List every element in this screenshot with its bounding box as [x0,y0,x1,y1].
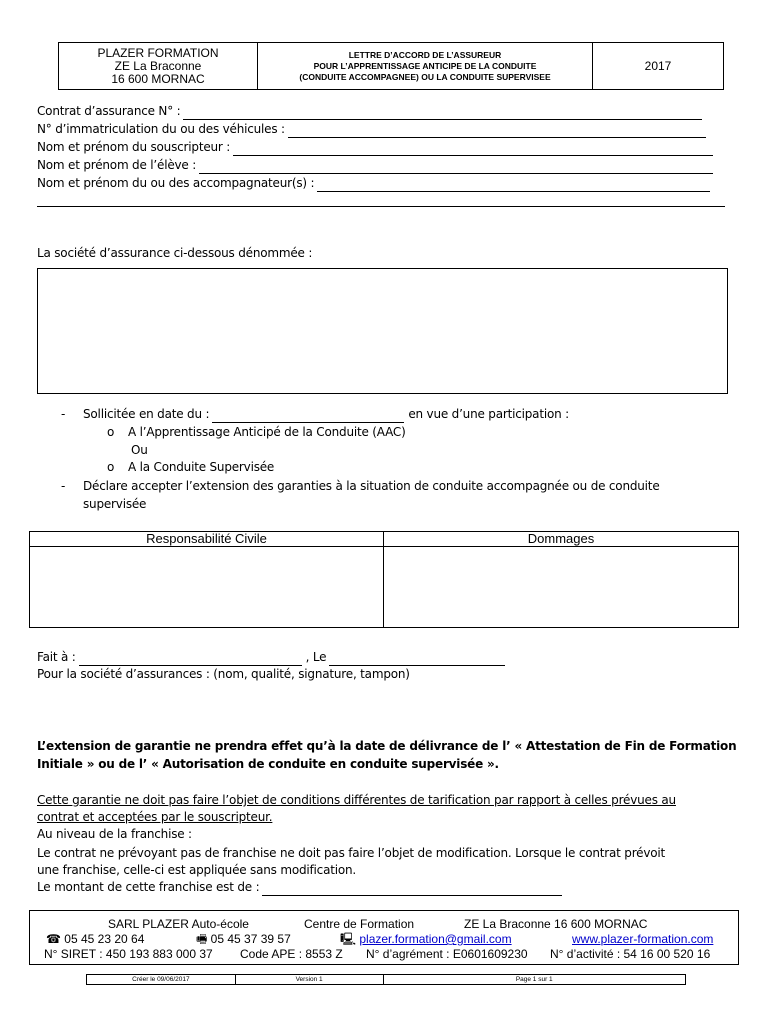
column-responsabilite-civile: Responsabilité Civile [146,531,267,546]
footer-center: Centre de Formation [304,917,415,931]
field-companions-continuation[interactable] [37,206,725,207]
franchise-line-1: Le contrat ne prévoyant pas de franchise ne doit pas faire l’objet de modification. Lorsque le contrat prévoit [37,846,666,860]
field-contract-blank[interactable] [183,107,702,120]
declares-line-1: Déclare accepter l’extension des garanties à la situation de conduite accompagnée ou de conduite [83,479,660,493]
footer-fax [196,932,291,946]
dash-marker: - [61,479,66,493]
fax-icon: 🖷 [196,932,208,946]
field-student-blank[interactable] [199,161,713,174]
franchise-line-2: une franchise, celle-ci est appliquée sans modification. [37,863,357,877]
requested-date-blank[interactable] [212,410,404,423]
option-bullet: o [107,460,115,474]
footer-activity: N° d’activité : 54 16 00 520 16 [550,947,711,961]
field-student-label: Nom et prénom de l’élève : [37,158,197,172]
field-registration-label: N° d’immatriculation du ou des véhicules : [37,122,285,136]
title-line-2: POUR L’APPRENTISSAGE ANTICIPE DE LA CONDUITE [313,60,537,71]
field-companions[interactable] [37,175,710,192]
insurer-box[interactable] [37,268,728,394]
document-year [593,43,723,89]
field-contract[interactable] [37,103,702,120]
footer-phone [46,932,144,946]
done-at-label: Fait à : [37,650,76,664]
field-subscriber-label: Nom et prénom du souscripteur : [37,140,231,154]
requested-date-line [83,406,569,423]
footer-ape: Code APE : 8553 Z [240,947,343,961]
field-subscriber-blank[interactable] [233,143,713,156]
fax-number: 05 45 37 39 57 [210,932,291,946]
done-at-blank[interactable] [79,653,302,666]
notice-bold-line-2: Initiale » ou de l’ « Autorisation de conduite en conduite supervisée ». [37,757,499,771]
phone-number: 05 45 23 20 64 [64,932,145,946]
organization-block [59,43,258,89]
responsabilite-civile-cell[interactable] [30,547,383,626]
field-registration-blank[interactable] [288,125,706,138]
computer-icon: 🖳 [340,932,357,946]
version: Version 1 [236,975,384,984]
option-supervised: A la Conduite Supervisée [128,460,275,474]
option-aac: A l’Apprentissage Anticipé de la Conduite (AAC) [128,425,406,439]
page-info-bar [86,974,686,985]
footer-company: SARL PLAZER Auto-école [108,917,249,931]
title-line-3: (CONDUITE ACCOMPAGNEE) OU LA CONDUITE SUPERVISEE [299,71,551,82]
franchise-amount-blank[interactable] [262,883,562,896]
footer-contact-box [29,910,739,965]
requested-prefix: Sollicitée en date du : [83,407,210,421]
phone-icon: ☎ [46,932,61,946]
field-companions-label: Nom et prénom du ou des accompagnateur(s) : [37,176,315,190]
insurer-label: La société d’assurance ci-dessous dénommée : [37,246,313,260]
date-blank[interactable] [329,653,505,666]
title-line-1: LETTRE D’ACCORD DE L’ASSUREUR [348,49,502,60]
or-label: Ou [131,443,148,457]
footer-email [340,932,512,946]
field-registration[interactable] [37,121,706,138]
notice-underline-line-2: contrat et acceptées par le souscripteur. [37,810,273,824]
notice-underline-line-1: Cette garantie ne doit pas faire l’objet de conditions différentes de tarification par rapport à celles prévues au [37,793,676,807]
document-header [58,42,724,90]
signature-place-date [37,649,505,666]
org-name: PLAZER FORMATION [97,45,219,60]
field-subscriber[interactable] [37,139,713,156]
requested-suffix: en vue d’une participation : [408,407,569,421]
franchise-label: Au niveau de la franchise : [37,827,192,841]
column-dommages: Dommages [527,531,595,546]
created-date: Créer le 09/06/2017 [87,975,236,984]
field-companions-blank[interactable] [317,179,710,192]
document-title [258,43,593,89]
franchise-amount [37,879,562,896]
website-link[interactable]: www.plazer-formation.com [572,932,714,946]
org-city: 16 600 MORNAC [111,71,205,86]
field-contract-label: Contrat d’assurance N° : [37,104,181,118]
option-bullet: o [107,425,115,439]
footer-agrement: N° d’agrément : E0601609230 [366,947,528,961]
footer-address: ZE La Braconne 16 600 MORNAC [464,917,648,931]
footer-siret: N° SIRET : 450 193 883 000 37 [44,947,213,961]
dommages-cell[interactable] [384,547,738,626]
franchise-amount-label: Le montant de cette franchise est de : [37,880,260,894]
email-link[interactable]: plazer.formation@gmail.com [359,932,512,946]
org-zone: ZE La Braconne [114,58,202,73]
guarantees-table [29,531,739,628]
dash-marker: - [61,407,66,421]
declares-line-2: supervisée [83,497,147,511]
notice-bold-line-1: L’extension de garantie ne prendra effet qu’à la date de délivrance de l’ « Attestation de Fin de Formation [37,739,737,753]
page-number: Page 1 sur 1 [515,976,553,983]
year: 2017 [644,59,672,73]
date-label: , Le [305,650,327,664]
for-company-label: Pour la société d’assurances : (nom, qualité, signature, tampon) [37,667,410,681]
field-student[interactable] [37,157,713,174]
